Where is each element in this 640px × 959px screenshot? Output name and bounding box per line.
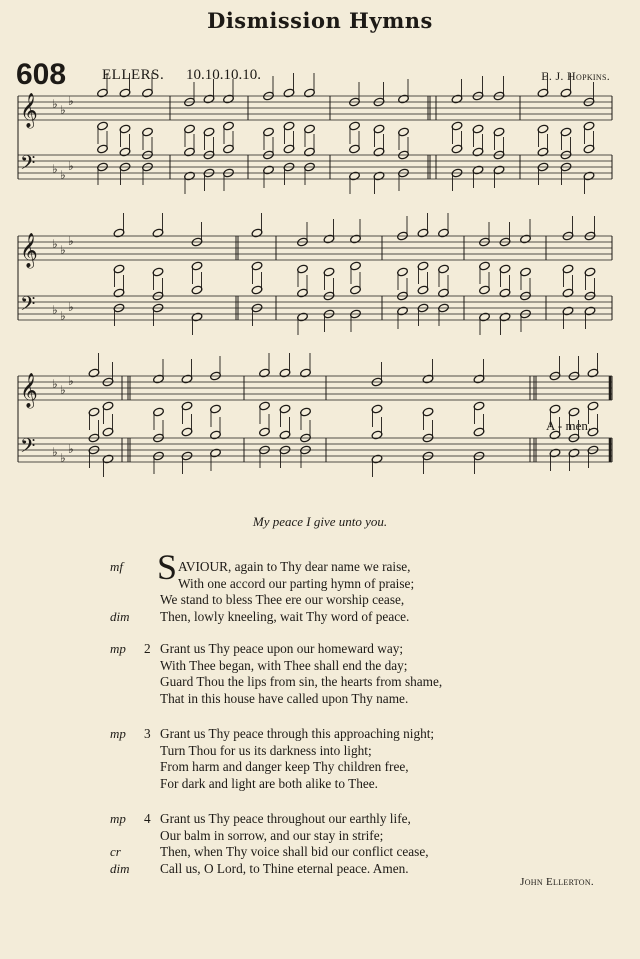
verse-text: Then, lowly kneeling, wait Thy word of peace.: [160, 608, 410, 624]
verse-line: [0, 843, 640, 860]
flat-sign: ♭: [68, 159, 74, 173]
flat-sign: ♭: [52, 445, 58, 459]
author: John Ellerton.: [520, 876, 594, 888]
dynamic-mark: cr: [110, 844, 121, 859]
dynamic-mark: mp: [110, 726, 126, 741]
verse-text: Grant us Thy peace upon our homeward way;: [160, 641, 404, 656]
composer: E. J. Hopkins.: [541, 69, 610, 83]
bass-clef: 𝄢: [20, 151, 36, 179]
flat-sign: ♭: [52, 377, 58, 391]
flat-sign: ♭: [68, 374, 74, 388]
stanza-number: 2: [144, 641, 151, 656]
verse-line: [0, 673, 640, 690]
stanza-number: 4: [144, 811, 151, 826]
flat-sign: ♭: [68, 94, 74, 108]
bass-clef: 𝄢: [20, 434, 36, 462]
verse-text: Our balm in sorrow, and our stay in strife;: [160, 827, 384, 843]
page-header: Dismission Hymns: [207, 8, 433, 33]
amen-label: A - men.: [546, 418, 592, 433]
treble-clef: 𝄞: [20, 93, 38, 128]
flat-sign: ♭: [52, 303, 58, 317]
verse-line: [0, 608, 640, 625]
verse-line: [0, 775, 640, 792]
verse-line: [0, 742, 640, 759]
verse-text: For dark and light are both alike to Thee.: [160, 775, 378, 791]
flat-sign: ♭: [52, 97, 58, 111]
bass-clef: 𝄢: [20, 292, 36, 320]
verse-line: [0, 860, 640, 877]
verse-line: [0, 640, 640, 657]
tune-name: ELLERS.: [102, 67, 165, 83]
verse-line: [0, 758, 640, 775]
verse-text: Grant us Thy peace through this approaching night;: [160, 726, 435, 741]
treble-clef: 𝄞: [20, 233, 38, 268]
flat-sign: ♭: [68, 442, 74, 456]
verse-line: [0, 591, 640, 608]
verse-line: [0, 690, 640, 707]
drop-cap: S: [157, 547, 178, 587]
verse-line: [0, 725, 640, 742]
verse-line: [0, 810, 640, 827]
verse-text: Guard Thou the lips from sin, the hearts from shame,: [160, 674, 443, 689]
stanza-number: 3: [144, 726, 151, 741]
dynamic-mark: mf: [110, 559, 123, 574]
verse-text: That in this house have called upon Thy name.: [160, 690, 409, 706]
hymn-number: 608: [16, 58, 67, 91]
verse-text: Grant us Thy peace throughout our earthly life,: [160, 811, 411, 826]
flat-sign: ♭: [60, 103, 66, 117]
verse-line: [0, 657, 640, 674]
dynamic-mark: dim: [110, 608, 130, 624]
verse-text: We stand to bless Thee ere our worship cease,: [160, 592, 405, 607]
flat-sign: ♭: [52, 237, 58, 251]
verse-line: [0, 827, 640, 844]
flat-sign: ♭: [52, 162, 58, 176]
flat-sign: ♭: [68, 234, 74, 248]
verse-text: From harm and danger keep Thy children free,: [160, 759, 409, 774]
meter: 10.10.10.10.: [186, 67, 261, 83]
verse-text: AVIOUR, again to Thy dear name we raise,: [178, 559, 411, 574]
flat-sign: ♭: [60, 451, 66, 465]
flat-sign: ♭: [68, 300, 74, 314]
verse-line: [0, 558, 640, 575]
flat-sign: ♭: [60, 168, 66, 182]
flat-sign: ♭: [60, 309, 66, 323]
flat-sign: ♭: [60, 243, 66, 257]
verse-text: Call us, O Lord, to Thine eternal peace. Amen.: [160, 860, 409, 876]
verse-text: With one accord our parting hymn of praise;: [178, 575, 415, 591]
dynamic-mark: mp: [110, 641, 126, 656]
treble-clef: 𝄞: [20, 373, 38, 408]
verse-text: Then, when Thy voice shall bid our conflict cease,: [160, 844, 429, 859]
dynamic-mark: dim: [110, 860, 130, 876]
epigraph: My peace I give unto you.: [252, 514, 388, 529]
verse-line: [0, 575, 640, 592]
verse-text: Turn Thou for us its darkness into light;: [160, 742, 372, 758]
flat-sign: ♭: [60, 383, 66, 397]
dynamic-mark: mp: [110, 811, 126, 826]
verse-text: With Thee began, with Thee shall end the day;: [160, 657, 408, 673]
